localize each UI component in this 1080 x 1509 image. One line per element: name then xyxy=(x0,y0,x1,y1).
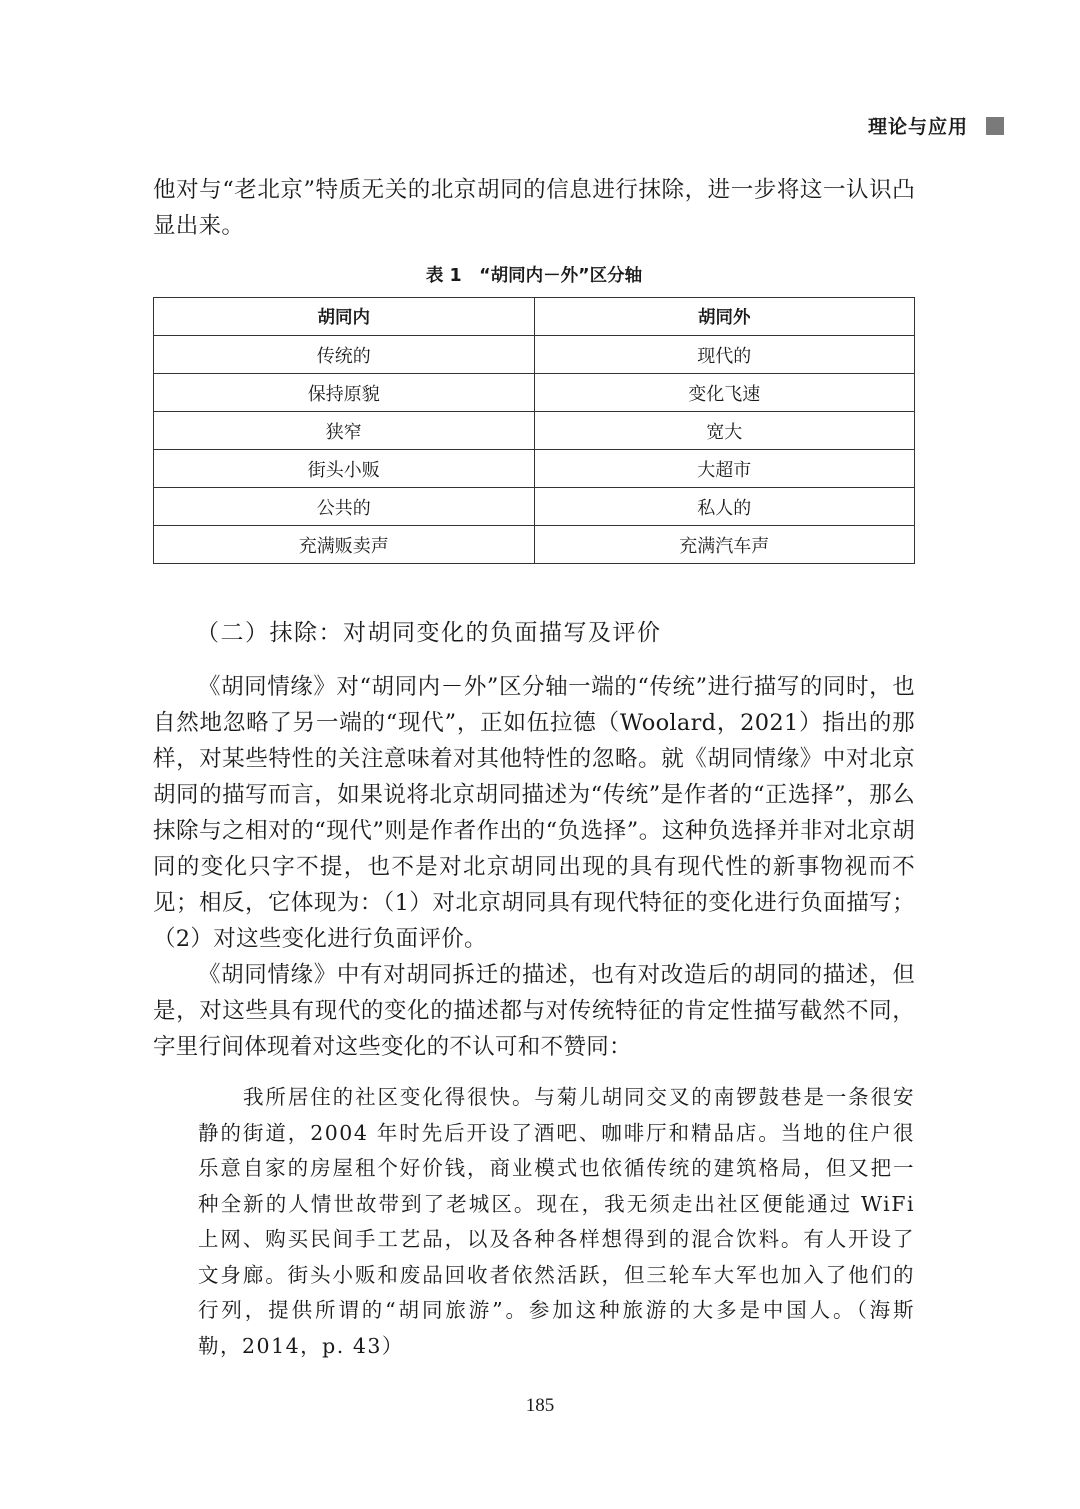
table-row xyxy=(154,336,915,374)
section-label: 理论与应用 xyxy=(867,116,968,138)
table-cell: 公共的 xyxy=(154,488,535,526)
table-row xyxy=(154,374,915,412)
body-paragraph: 《胡同情缘》对“胡同内－外”区分轴一端的“传统”进行描写的同时，也自然地忽略了另一端的“现代”，正如伍拉德（Woolard，2021）指出的那样，对某些特性的关注意味着对其他特性的忽略。就《胡同情缘》中对北京胡同的描写而言，如果说将北京胡同描述为“传统”是作者的“正选择”，那么抹除与之相对的“现代”则是作者作出的“负选择”。这种负选择并非对北京胡同的变化只字不提，也不是对北京胡同出现的具有现代性的新事物视而不见；相反，它体现为：（1）对北京胡同具有现代特征的变化进行负面描写；（2）对这些变化进行负面评价。 xyxy=(153,674,915,952)
table-header-row xyxy=(154,298,915,336)
column-header: 胡同内 xyxy=(154,298,535,336)
table-row xyxy=(154,450,915,488)
section-heading: （二）抹除：对胡同变化的负面描写及评价 xyxy=(196,620,662,646)
table-row xyxy=(154,488,915,526)
table-cell: 狭窄 xyxy=(154,412,535,450)
table-cell: 充满汽车声 xyxy=(534,526,915,564)
page-number: 185 xyxy=(525,1395,555,1416)
body-paragraph: 《胡同情缘》中有对胡同拆迁的描述，也有对改造后的胡同的描述，但是，对这些具有现代的变化的描述都与对传统特征的肯定性描写截然不同，字里行间体现着对这些变化的不认可和不赞同： xyxy=(153,962,915,1060)
square-marker-icon xyxy=(986,117,1004,135)
table-row xyxy=(154,412,915,450)
column-header: 胡同外 xyxy=(534,298,915,336)
hutong-axis-table xyxy=(153,297,915,564)
table-cell: 街头小贩 xyxy=(154,450,535,488)
table-cell: 保持原貌 xyxy=(154,374,535,412)
table-cell: 变化飞速 xyxy=(534,374,915,412)
table-cell: 宽大 xyxy=(534,412,915,450)
intro-paragraph: 他对与“老北京”特质无关的北京胡同的信息进行抹除，进一步将这一认识凸显出来。 xyxy=(153,177,915,239)
table-cell: 私人的 xyxy=(534,488,915,526)
table-cell: 充满贩卖声 xyxy=(154,526,535,564)
table-cell: 传统的 xyxy=(154,336,535,374)
table-cell: 现代的 xyxy=(534,336,915,374)
table-caption: 表 1 “胡同内－外”区分轴 xyxy=(425,266,643,286)
table-cell: 大超市 xyxy=(534,450,915,488)
block-quote: 我所居住的社区变化得很快。与菊儿胡同交叉的南锣鼓巷是一条很安静的街道，2004 年时先后开设了酒吧、咖啡厅和精品店。当地的住户很乐意自家的房屋租个好价钱，商业模式也依循传统的建筑格局，但又把一种全新的人情世故带到了老城区。现在，我无须走出社区便能通过 WiFi 上网、购买民间手工艺品，以及各种各样想得到的混合饮料。有人开设了文身廊。街头小贩和废品回收者依然活跃，但三轮车大军也加入了他们的行列，提供所谓的“胡同旅游”。参加这种旅游的大多是中国人。（海斯勒，2014，p. 43） xyxy=(198,1085,915,1358)
running-head xyxy=(868,112,1004,139)
table-row xyxy=(154,526,915,564)
